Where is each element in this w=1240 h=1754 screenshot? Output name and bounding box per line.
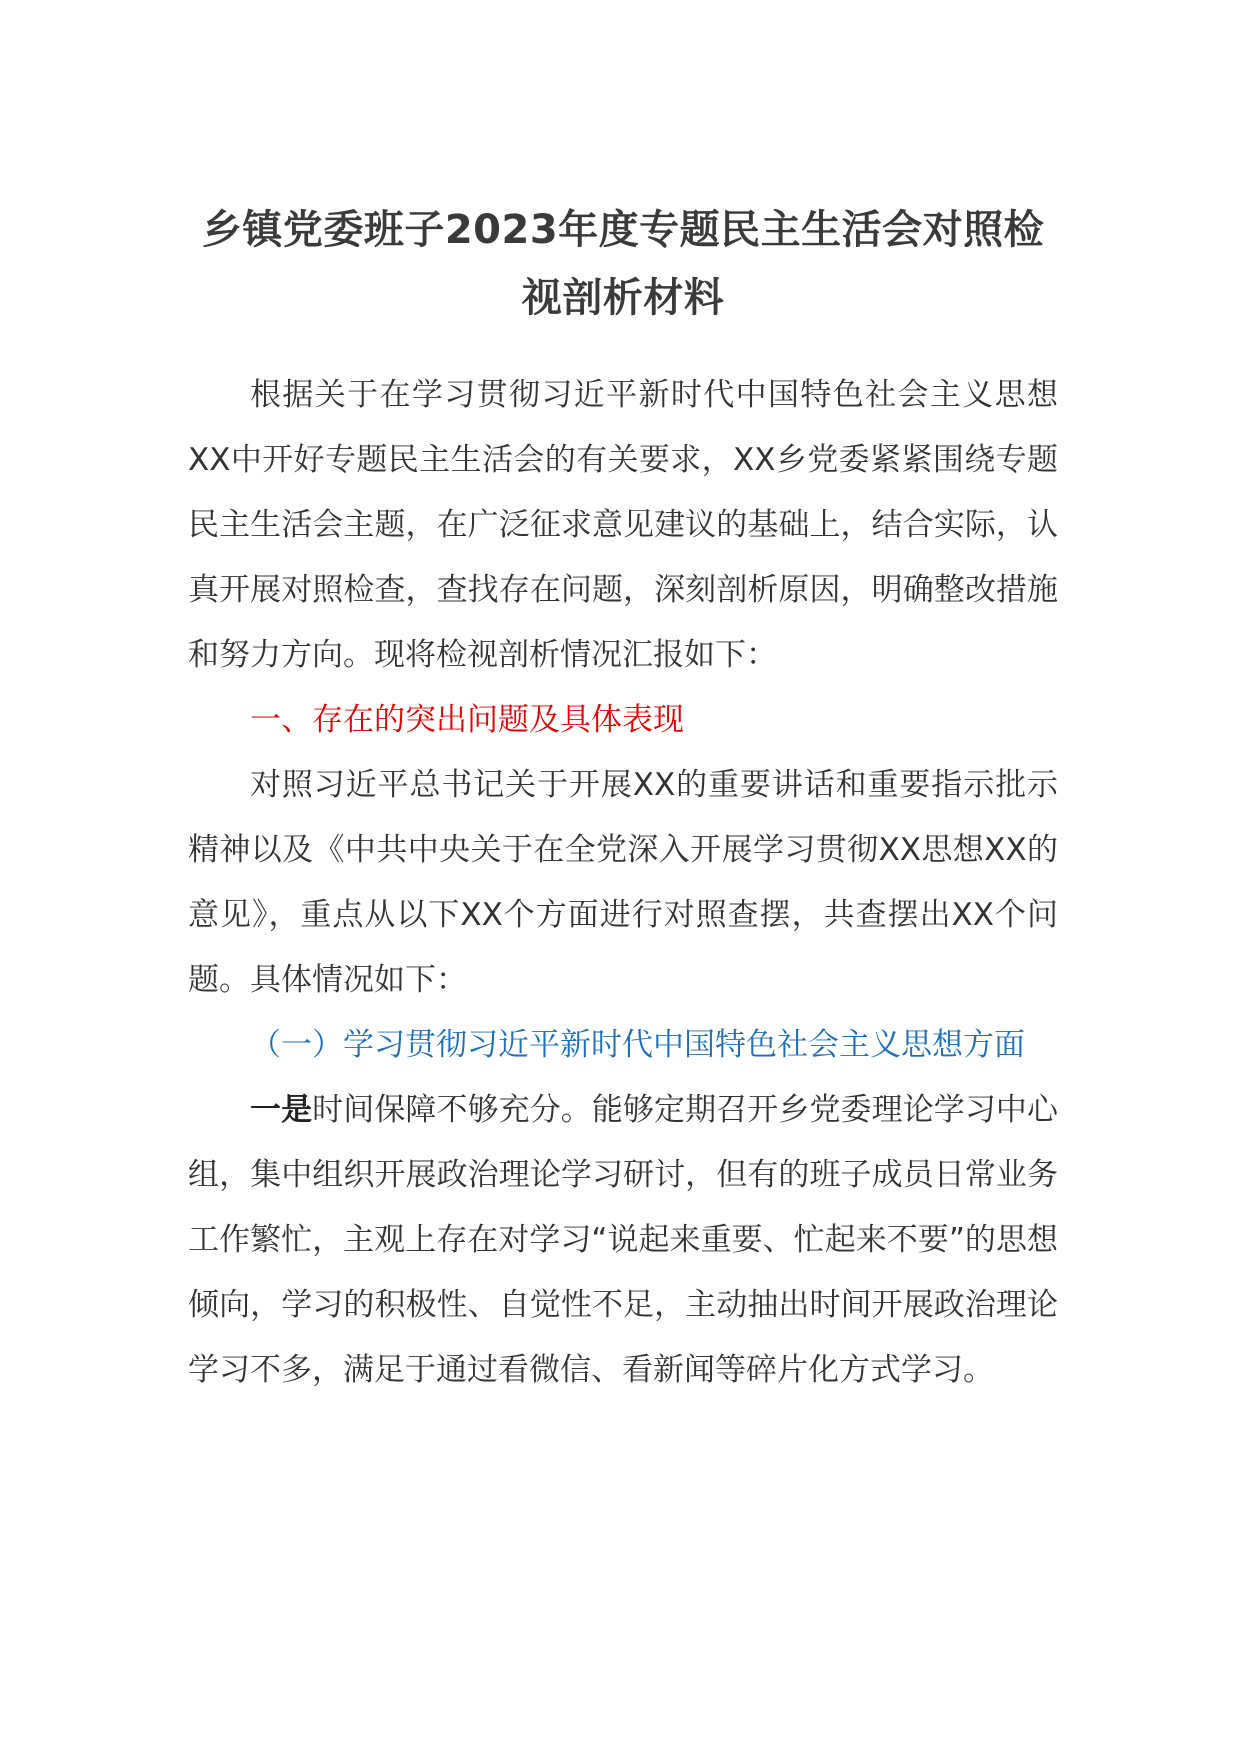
point-paragraph — [188, 1078, 1058, 1403]
intro-paragraph: 根据关于在学习贯彻习近平新时代中国特色社会主义思想XX中开好专题民主生活会的有关要求，XX乡党委紧紧围绕专题民主生活会主题，在广泛征求意见建议的基础上，结合实际，认真开展对照检查，查找存在问题，深刻剖析原因，明确整改措施和努力方向。现将检视剖析情况汇报如下： — [188, 377, 1058, 673]
section-intro-paragraph: 对照习近平总书记关于开展XX的重要讲话和重要指示批示精神以及《中共中央关于在全党深入开展学习贯彻XX思想XX的意见》，重点从以下XX个方面进行对照查摆，共查摆出XX个问题。具体情况如下： — [188, 767, 1058, 998]
section-heading: 一、存在的突出问题及具体表现 — [250, 702, 684, 738]
document-body — [188, 363, 1058, 1403]
document-page — [188, 196, 1058, 1403]
point-lead: 一是 — [250, 1092, 313, 1128]
point-text: 时间保障不够充分。能够定期召开乡党委理论学习中心组，集中组织开展政治理论学习研讨，但有的班子成员日常业务工作繁忙，主观上存在对学习“说起来重要、忙起来不要”的思想倾向，学习的积极性、自觉性不足，主动抽出时间开展政治理论学习不多，满足于通过看微信、看新闻等碎片化方式学习。 — [188, 1092, 1059, 1388]
subsection-heading: （一）学习贯彻习近平新时代中国特色社会主义思想方面 — [250, 1027, 1025, 1063]
document-title: 乡镇党委班子2023年度专题民主生活会对照检视剖析材料 — [201, 207, 1045, 321]
